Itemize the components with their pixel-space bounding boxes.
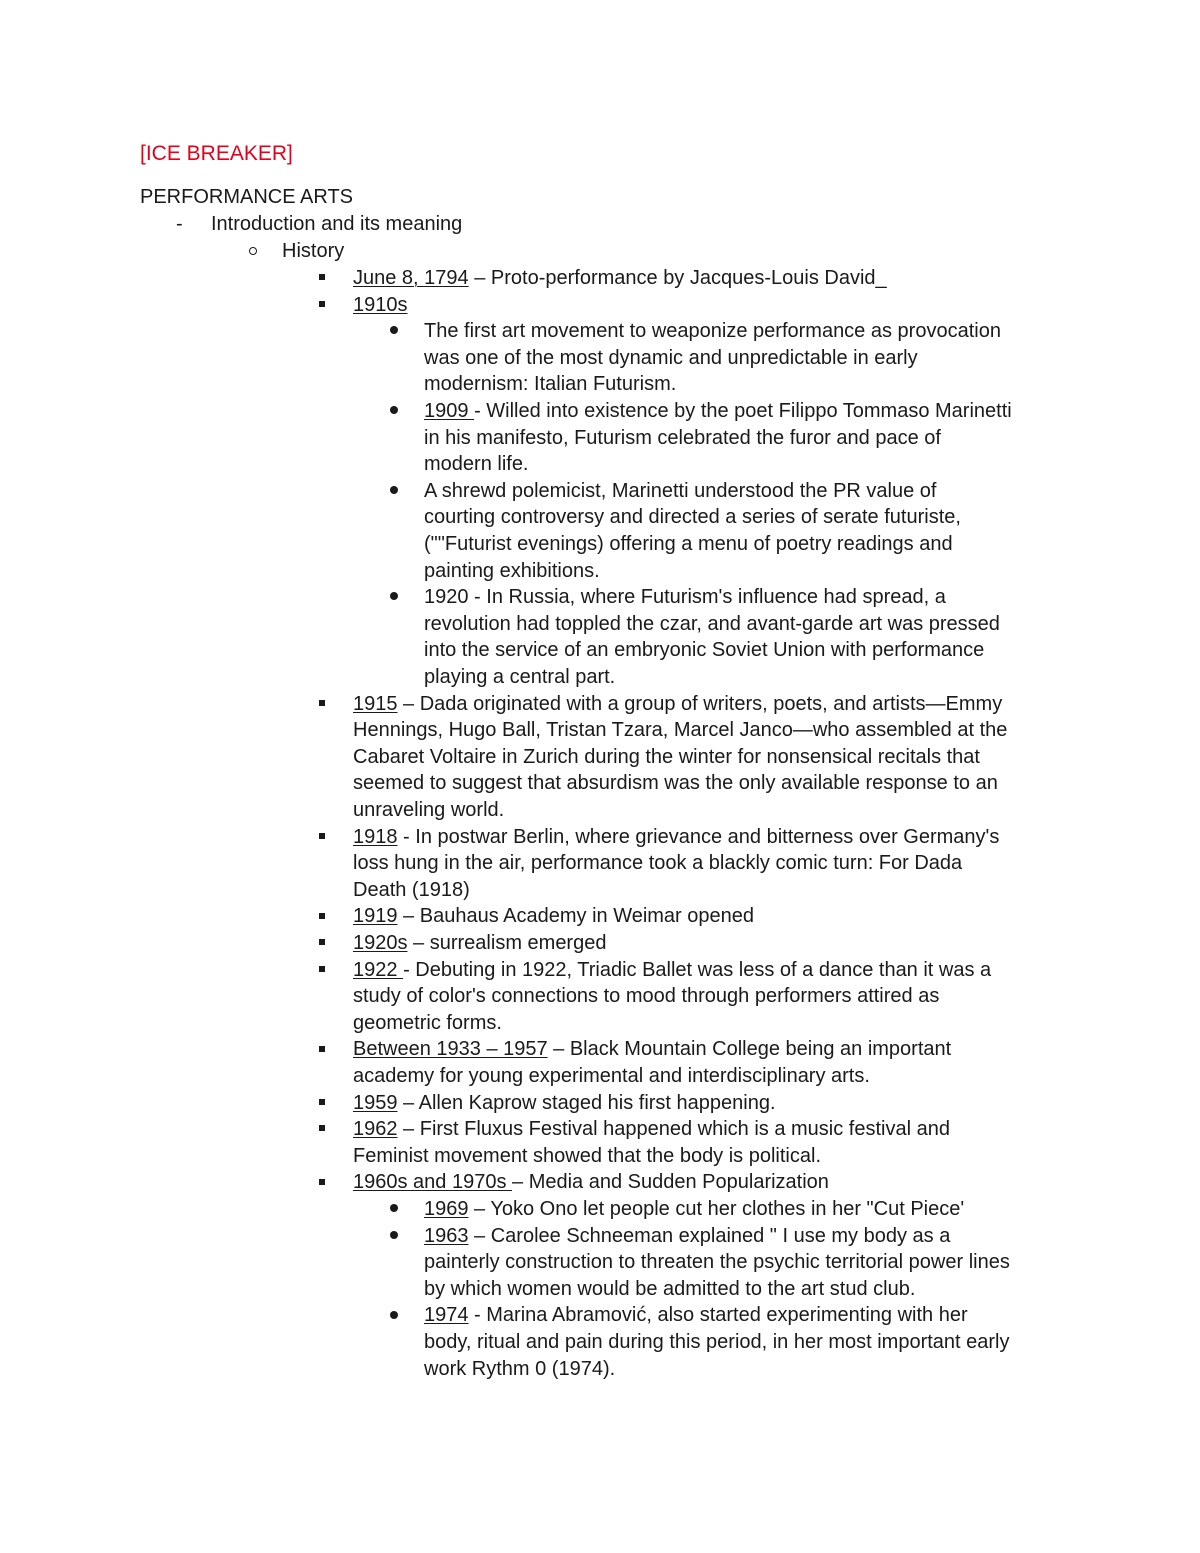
- item-text: academy for young experimental and interdisciplinary arts.: [353, 1065, 870, 1087]
- item-line: [353, 1010, 502, 1037]
- item-text: painterly construction to threaten the psychic territorial power lines: [424, 1251, 1010, 1274]
- item-text: – Media and Sudden Popularization: [512, 1171, 829, 1194]
- dash-marker: -: [176, 213, 183, 235]
- item-line: [424, 1223, 950, 1250]
- item-text: Hennings, Hugo Ball, Tristan Tzara, Marcel Janco—who assembled at the: [353, 719, 1008, 742]
- item-text: – Yoko Ono let people cut her clothes in her "Cut Piece': [468, 1198, 965, 1220]
- item-text: - In postwar Berlin, where grievance and bitterness over Germany's: [397, 825, 1000, 848]
- item-line: [424, 664, 615, 691]
- item-line: [424, 1249, 1010, 1276]
- date-link: 1960s and 1970s: [353, 1171, 513, 1194]
- item-text: playing a central part.: [424, 666, 616, 688]
- item-line: [353, 983, 939, 1010]
- item-text: A shrewd polemicist, Marinetti understood the PR value of: [424, 479, 937, 502]
- item-line: [353, 877, 470, 904]
- item-line: [424, 451, 529, 478]
- item-line: [353, 1063, 870, 1090]
- intro-item: Introduction and its meaning: [211, 213, 463, 235]
- date-link: 1962: [353, 1118, 398, 1141]
- round-bullet: [390, 584, 398, 611]
- item-text: by which women would be admitted to the art stud club.: [424, 1277, 916, 1300]
- item-line: [424, 425, 941, 452]
- square-bullet: [319, 1116, 325, 1143]
- page-title: PERFORMANCE ARTS: [140, 186, 353, 208]
- date-link: Between 1933 – 1957: [353, 1038, 548, 1061]
- item-text: 1920 - In Russia, where Futurism's influence had spread, a: [424, 586, 946, 609]
- item-text: loss hung in the air, performance took a blackly comic turn: For Dada: [353, 852, 963, 875]
- item-line: [353, 1116, 950, 1143]
- date-link: 1910s: [353, 293, 408, 316]
- date-link: 1963: [424, 1224, 469, 1247]
- circle-bullet: [249, 238, 257, 265]
- item-text: Feminist movement showed that the body is political.: [353, 1144, 821, 1167]
- item-line: [353, 744, 980, 771]
- item-text: modern life.: [424, 453, 529, 476]
- square-bullet: [319, 824, 325, 851]
- item-line: [424, 371, 676, 398]
- item-line: [424, 584, 946, 611]
- item-text: – Dada originated with a group of writers, poets, and artists—Emmy: [397, 692, 1003, 715]
- item-line: [353, 903, 754, 930]
- item-line: [424, 504, 961, 531]
- item-text: was one of the most dynamic and unpredictable in early: [424, 346, 918, 369]
- item-line: [424, 398, 1012, 425]
- item-line: [353, 1143, 821, 1170]
- item-text: modernism: Italian Futurism.: [424, 373, 677, 396]
- item-line: [424, 1356, 615, 1383]
- item-text: – Carolee Schneeman explained " I use my body as a: [468, 1224, 951, 1247]
- date-link: 1974: [424, 1304, 469, 1327]
- item-text: – Black Mountain College being an important: [547, 1038, 952, 1061]
- item-text: courting controversy and directed a series of serate futuriste,: [424, 506, 961, 529]
- item-line: [424, 1302, 968, 1329]
- item-line: [353, 824, 999, 851]
- round-bullet: [390, 318, 398, 345]
- item-line: [424, 611, 1000, 638]
- square-bullet: [319, 1036, 325, 1063]
- item-text: study of color's connections to mood through performers attired as: [353, 985, 940, 1008]
- item-text: – First Fluxus Festival happened which is a music festival and: [397, 1118, 950, 1141]
- item-line: [424, 318, 1001, 345]
- icebreaker-heading: [ICE BREAKER]: [140, 142, 293, 165]
- date-link: 1909: [424, 400, 475, 422]
- item-text: Cabaret Voltaire in Zurich during the winter for nonsensical recitals that: [353, 745, 980, 768]
- item-text: painting exhibitions.: [424, 559, 600, 582]
- round-bullet: [390, 1223, 398, 1250]
- square-bullet: [319, 957, 325, 984]
- item-text: - Willed into existence by the poet Filippo Tommaso Marinetti: [474, 400, 1012, 422]
- date-link: 1969: [424, 1198, 469, 1220]
- item-text: - Debuting in 1922, Triadic Ballet was less of a dance than it was a: [403, 958, 992, 981]
- item-line: [424, 1329, 1010, 1356]
- item-line: [353, 850, 962, 877]
- item-text: work Rythm 0 (1974).: [424, 1357, 616, 1380]
- date-link: 1915: [353, 692, 398, 715]
- date-link: 1920s: [353, 932, 408, 954]
- item-line: [424, 558, 600, 585]
- item-line: [353, 930, 606, 957]
- item-text: – surrealism emerged: [407, 932, 607, 954]
- item-text: in his manifesto, Futurism celebrated the furor and pace of: [424, 426, 941, 449]
- item-line: [353, 957, 991, 984]
- item-text: – Allen Kaprow staged his first happening.: [397, 1091, 776, 1114]
- item-text: into the service of an embryonic Soviet Union with performance: [424, 639, 985, 662]
- item-line: [353, 1090, 776, 1117]
- item-line: [353, 265, 887, 292]
- item-text: body, ritual and pain during this period, in her most important early: [424, 1331, 1010, 1353]
- date-link: 1922: [353, 958, 404, 981]
- item-line: [353, 717, 1007, 744]
- square-bullet: [319, 691, 325, 718]
- date-link: June 8, 1794: [353, 267, 469, 289]
- square-bullet: [319, 903, 325, 930]
- square-bullet: [319, 1090, 325, 1117]
- round-bullet: [390, 478, 398, 505]
- item-text: – Bauhaus Academy in Weimar opened: [397, 905, 755, 928]
- item-line: [424, 637, 984, 664]
- item-line: [353, 797, 504, 824]
- square-bullet: [319, 265, 325, 292]
- item-text: The first art movement to weaponize performance as provocation: [424, 320, 1001, 343]
- square-bullet: [319, 292, 325, 319]
- square-bullet: [319, 1169, 325, 1196]
- item-line: [353, 1036, 951, 1063]
- history-item: History: [282, 240, 345, 262]
- round-bullet: [390, 1196, 398, 1223]
- item-line: [424, 1276, 915, 1303]
- square-bullet: [319, 930, 325, 957]
- round-bullet: [390, 1302, 398, 1329]
- item-line: [424, 531, 953, 558]
- item-line: [353, 691, 1002, 718]
- item-line: [424, 345, 918, 372]
- item-text: revolution had toppled the czar, and avant-garde art was pressed: [424, 612, 1000, 635]
- date-link: 1959: [353, 1091, 398, 1114]
- item-line: [353, 292, 408, 319]
- item-line: [424, 478, 936, 505]
- item-text: Death (1918): [353, 878, 470, 901]
- item-text: – Proto-performance by Jacques-Louis David_: [468, 267, 887, 289]
- item-text: (""Futurist evenings) offering a menu of poetry readings and: [424, 533, 953, 555]
- item-line: [424, 1196, 964, 1223]
- item-line: [353, 770, 998, 797]
- item-text: geometric forms.: [353, 1011, 502, 1034]
- date-link: 1918: [353, 825, 398, 848]
- item-text: seemed to suggest that absurdism was the only available response to an: [353, 772, 998, 795]
- round-bullet: [390, 398, 398, 425]
- item-text: unraveling world.: [353, 799, 505, 821]
- item-text: - Marina Abramović, also started experimenting with her: [468, 1304, 968, 1327]
- date-link: 1919: [353, 905, 398, 928]
- item-line: [353, 1169, 829, 1196]
